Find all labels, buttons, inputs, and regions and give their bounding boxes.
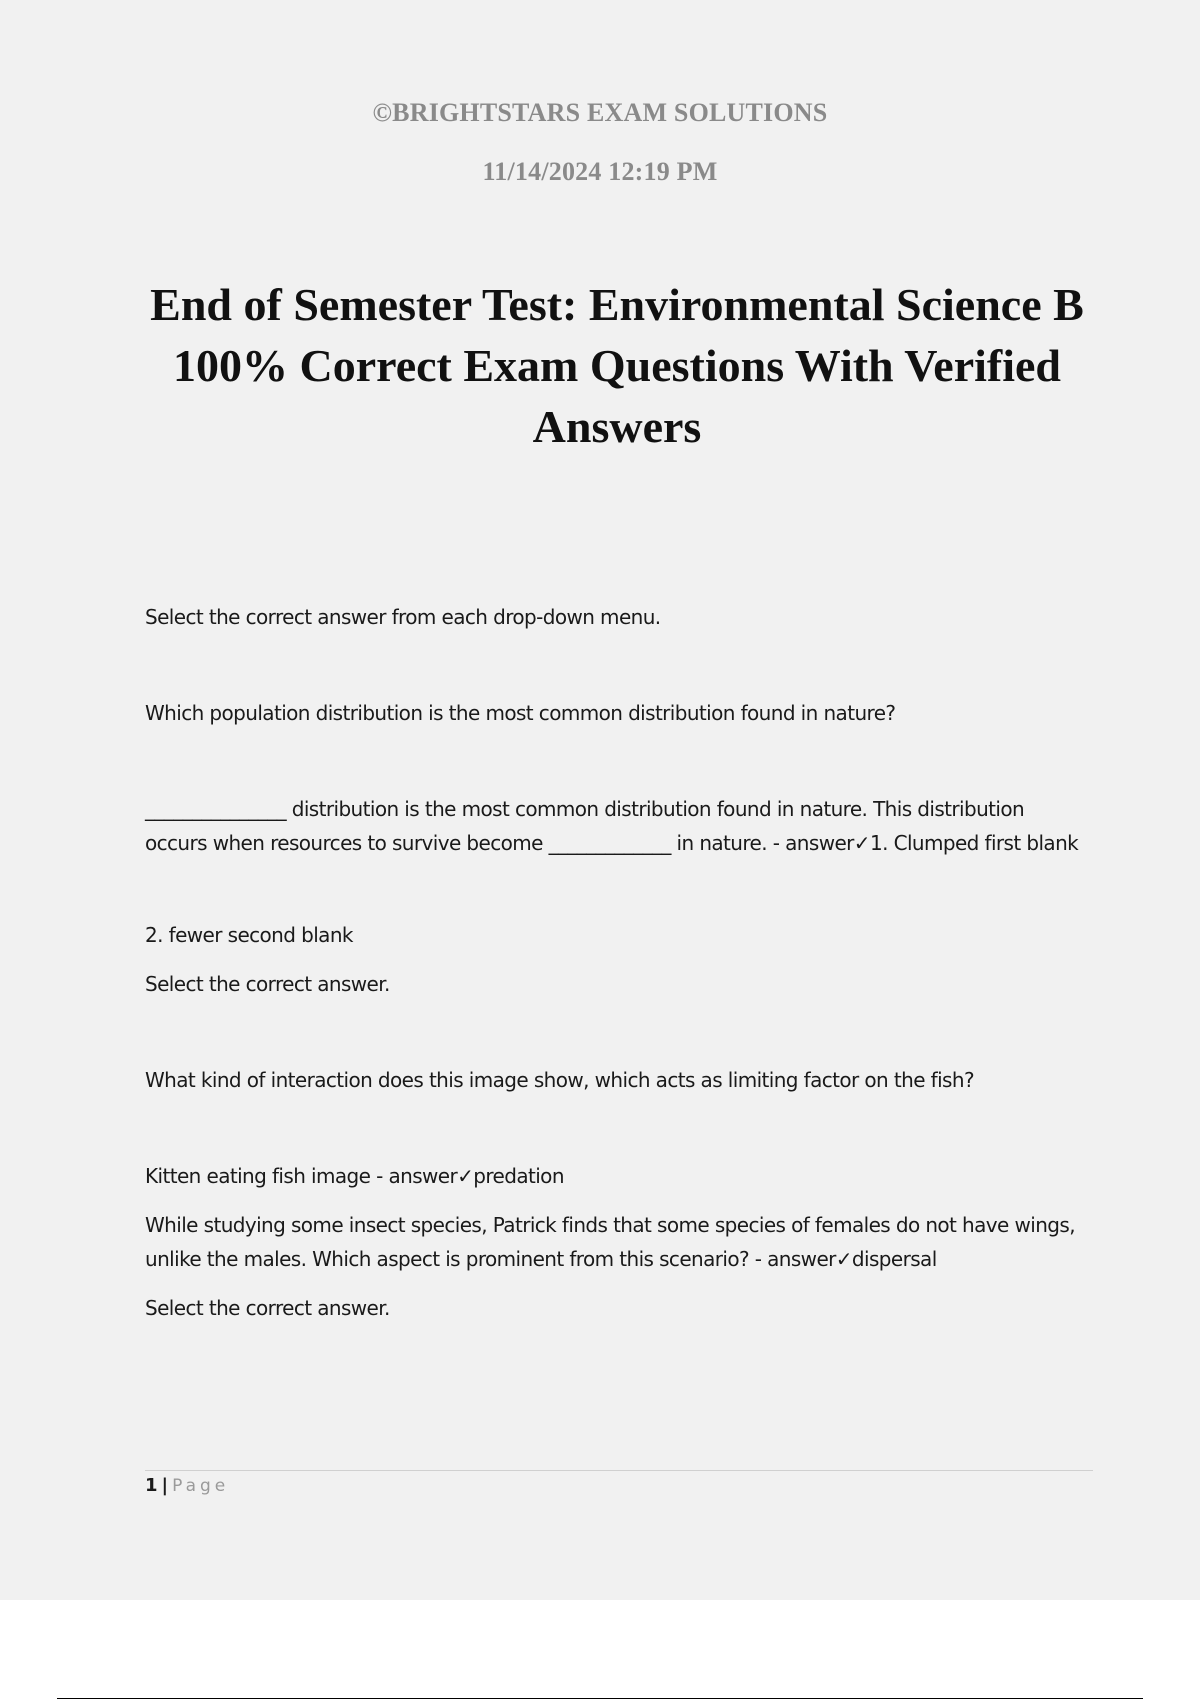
page-footer bbox=[145, 1475, 229, 1496]
question-answer-text: While studying some insect species, Patrick finds that some species of females do not have wings, unlike the males. Which aspect is prominent from this scenario? - answer✓dispersal bbox=[145, 1213, 1075, 1271]
footer-divider bbox=[145, 1470, 1093, 1471]
bottom-divider bbox=[57, 1698, 1143, 1699]
document-title: End of Semester Test: Environmental Science B 100% Correct Exam Questions With Verified Answers bbox=[150, 279, 1084, 452]
page-label: Page bbox=[172, 1476, 230, 1496]
answer-text: _______________ distribution is the most common distribution found in nature. This distribution occurs when resources to survive become _____________ in nature. - answer✓1. Clumped first blank bbox=[145, 797, 1079, 855]
page-number: 1 bbox=[145, 1475, 158, 1496]
header-copyright: ©BRIGHTSTARS EXAM SOLUTIONS bbox=[372, 98, 828, 127]
header-timestamp: 11/14/2024 12:19 PM bbox=[482, 157, 718, 186]
document-body bbox=[145, 600, 1080, 1325]
instruction-text: Select the correct answer. bbox=[145, 972, 390, 996]
instruction-text: Select the correct answer from each drop-down menu. bbox=[145, 605, 661, 629]
answer-text: 2. fewer second blank bbox=[145, 923, 353, 947]
question-text: Which population distribution is the most common distribution found in nature? bbox=[145, 701, 896, 725]
answer-text: Kitten eating fish image - answer✓predation bbox=[145, 1164, 564, 1188]
question-text: What kind of interaction does this image show, which acts as limiting factor on the fish? bbox=[145, 1068, 974, 1092]
footer-separator: | bbox=[161, 1475, 169, 1496]
instruction-text: Select the correct answer. bbox=[145, 1296, 390, 1320]
